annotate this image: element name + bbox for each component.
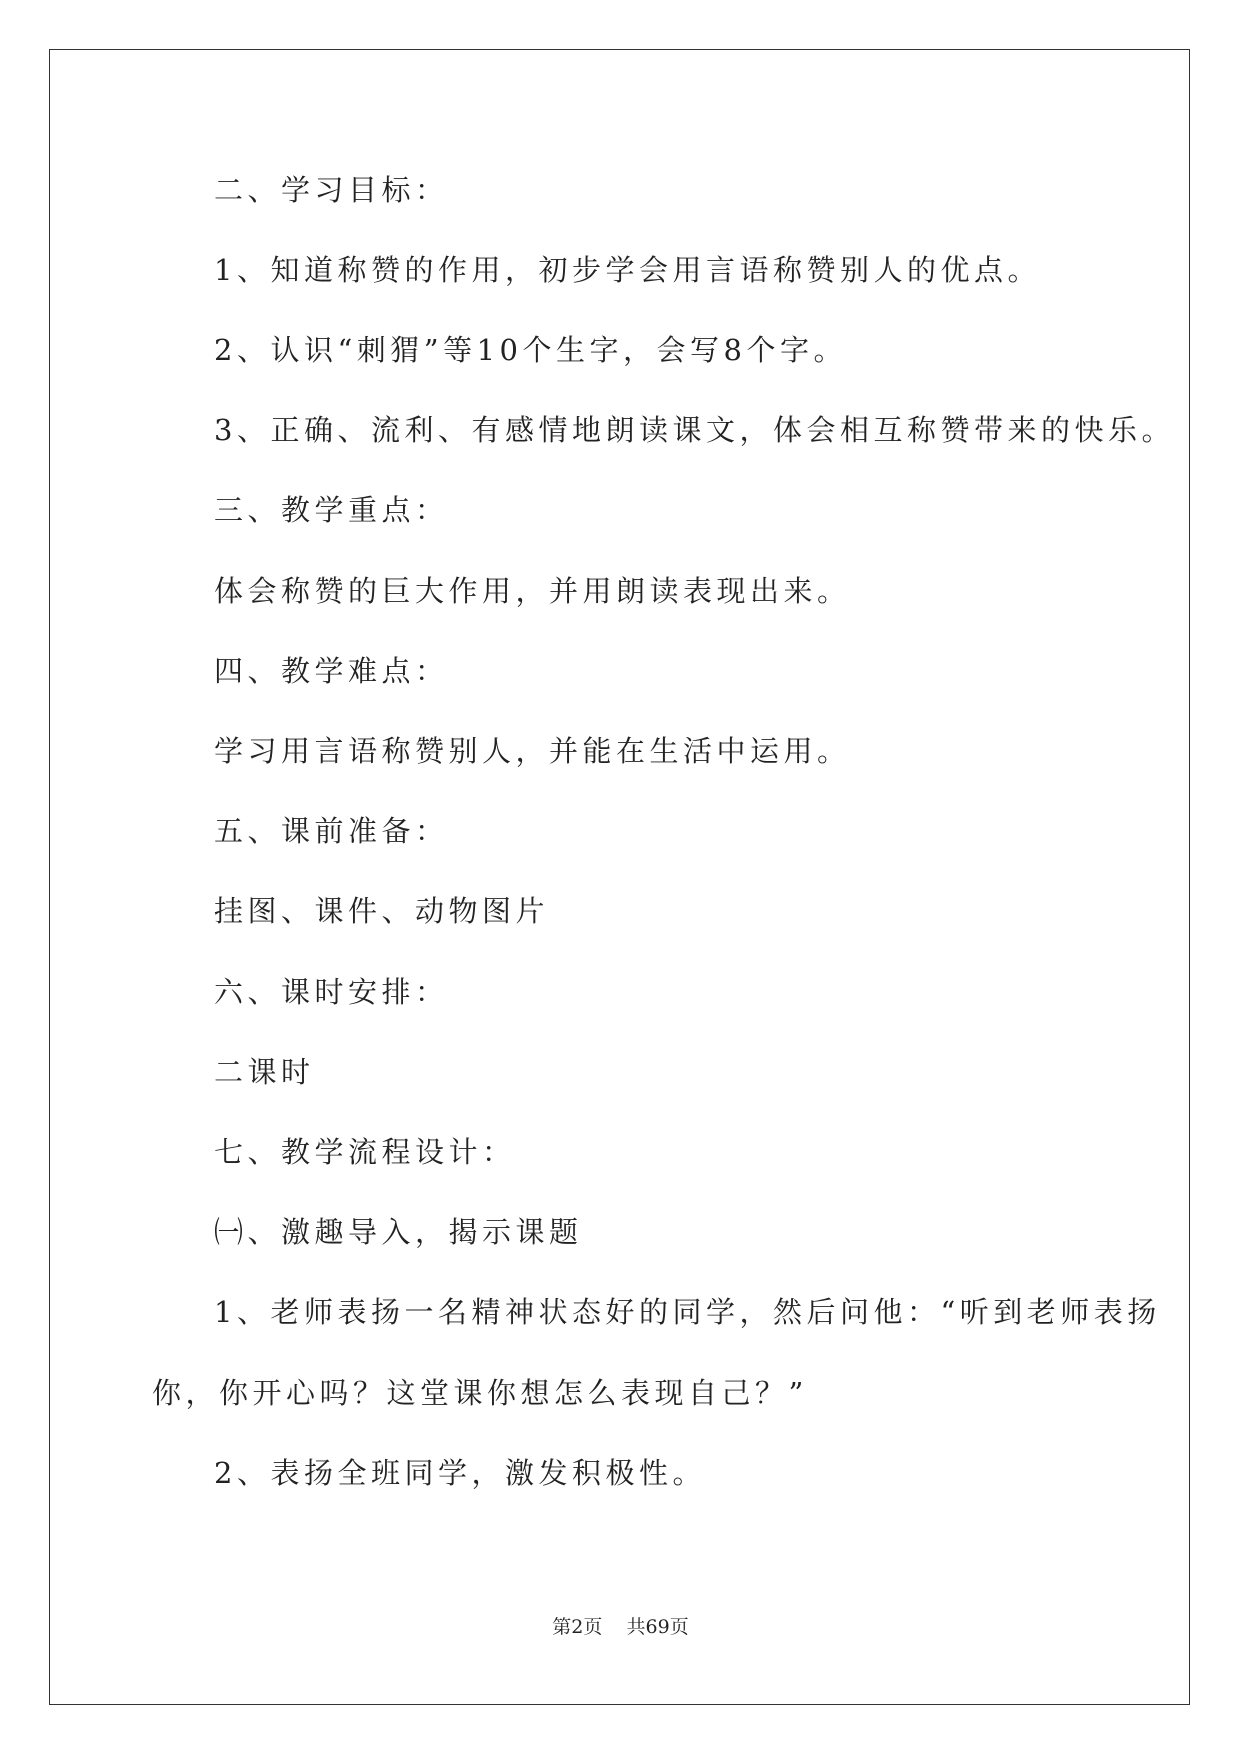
section-heading-difficulties: 四、教学难点： [214, 654, 449, 688]
paragraph-line-continued: 你，你开心吗？这堂课你想怎么表现自己？” [152, 1376, 808, 1410]
section-heading-key-points: 三、教学重点： [214, 493, 449, 527]
paragraph-line: 学习用言语称赞别人，并能在生活中运用。 [214, 734, 851, 768]
section-heading-process: 七、教学流程设计： [214, 1135, 516, 1169]
page-total: 共69页 [626, 1616, 689, 1638]
section-heading-preparation: 五、课前准备： [214, 814, 449, 848]
page-number: 第2页 [552, 1616, 603, 1638]
paragraph-line: 1、知道称赞的作用，初步学会用言语称赞别人的优点。 [214, 253, 1041, 287]
page-footer [0, 1618, 1241, 1637]
paragraph-line: 体会称赞的巨大作用，并用朗读表现出来。 [214, 574, 851, 608]
paragraph-line: 挂图、课件、动物图片 [214, 894, 550, 928]
section-heading-schedule: 六、课时安排： [214, 975, 449, 1009]
paragraph-line: 3、正确、流利、有感情地朗读课文，体会相互称赞带来的快乐。 [214, 413, 1175, 447]
paragraph-line: 2、认识“刺猬”等10个生字，会写8个字。 [214, 333, 847, 367]
paragraph-line: 2、表扬全班同学，激发积极性。 [214, 1456, 706, 1490]
paragraph-line: 二课时 [214, 1055, 315, 1089]
paragraph-line: 1、老师表扬一名精神状态好的同学，然后问他：“听到老师表扬 [214, 1295, 1161, 1329]
subsection-heading: ㈠、激趣导入，揭示课题 [214, 1215, 583, 1249]
section-heading-learning-goals: 二、学习目标： [214, 173, 449, 207]
